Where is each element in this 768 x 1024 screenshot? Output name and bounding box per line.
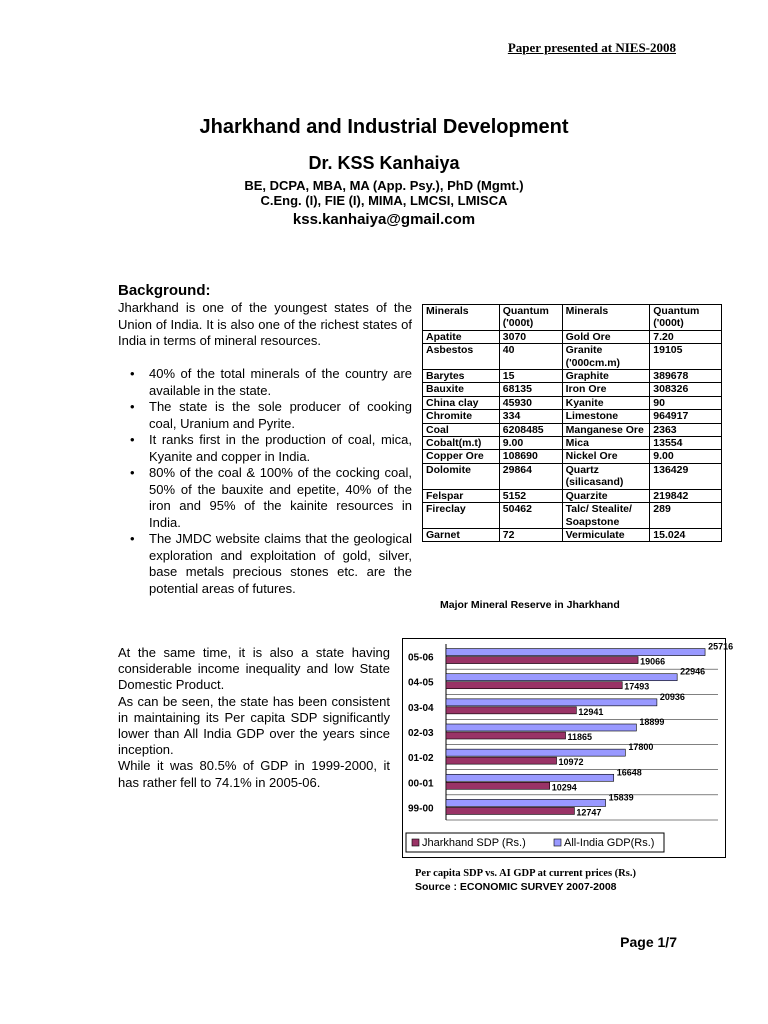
income-paragraph-1: At the same time, it is also a state having considerable income inequality and low State Domestic Product. — [118, 645, 390, 693]
legend-label-sdp: Jharkhand SDP (Rs.) — [422, 837, 526, 849]
table-cell: Quarzite — [562, 489, 650, 502]
table-cell: Bauxite — [423, 383, 500, 396]
author-name: Dr. KSS Kanhaiya — [308, 153, 460, 173]
bar-jharkhand-sdp — [446, 707, 576, 714]
bar-all-india-gdp — [446, 724, 636, 731]
table-cell: Quartz (silicasand) — [562, 463, 650, 489]
table-cell: 136429 — [650, 463, 722, 489]
table-cell: Iron Ore — [562, 383, 650, 396]
table-cell: 108690 — [499, 450, 562, 463]
table-cell: 72 — [499, 528, 562, 541]
table-cell: Coal — [423, 423, 500, 436]
chart-source: Source : ECONOMIC SURVEY 2007-2008 — [415, 881, 617, 893]
data-label-gdp: 16648 — [616, 767, 642, 778]
table-cell: 50462 — [499, 503, 562, 529]
data-label-gdp: 25716 — [708, 641, 734, 652]
y-tick-label: 01-02 — [408, 753, 434, 765]
table-cell: 9.00 — [499, 437, 562, 450]
table-cell: 6208485 — [499, 423, 562, 436]
table-cell: 389678 — [650, 370, 722, 383]
table-row — [423, 383, 722, 396]
chart-caption: Per capita SDP vs. AI GDP at current prices (Rs.) — [415, 868, 636, 879]
table-row — [423, 437, 722, 450]
bar-all-india-gdp — [446, 749, 625, 756]
paper-note: Paper presented at NIES-2008 — [507, 40, 676, 55]
legend-swatch-gdp — [554, 839, 561, 846]
table-cell: 15.024 — [650, 528, 722, 541]
table-cell: Nickel Ore — [562, 450, 650, 463]
bar-all-india-gdp — [446, 774, 614, 781]
author-email[interactable]: kss.kanhaiya@gmail.com — [292, 211, 476, 228]
data-label-gdp: 17800 — [628, 742, 654, 753]
table-row — [423, 410, 722, 423]
data-label-sdp: 12941 — [578, 706, 604, 717]
y-tick-label: 99-00 — [408, 803, 434, 815]
table-header-cell: Quantum ('000t) — [499, 305, 562, 331]
table-cell: Chromite — [423, 410, 500, 423]
table-cell: 19105 — [650, 344, 722, 370]
y-tick-label: 03-04 — [408, 702, 434, 714]
bullet-item: • The state is the sole producer of cooking coal, Uranium and Pyrite. — [118, 399, 412, 432]
table-row — [423, 489, 722, 502]
sdp-gdp-chart — [402, 638, 734, 863]
bar-all-india-gdp — [446, 799, 606, 806]
bullet-item: • It ranks first in the production of coal, mica, Kyanite and copper in India. — [118, 432, 412, 465]
table-row — [423, 528, 722, 541]
bar-all-india-gdp — [446, 649, 705, 656]
income-paragraph-2: As can be seen, the state has been consistent in maintaining its Per capita SDP significantly lower than All India GDP over the years since inception. — [118, 693, 390, 758]
table-cell: 2363 — [650, 423, 722, 436]
table-cell: Cobalt(m.t) — [423, 437, 500, 450]
table-cell: 13554 — [650, 437, 722, 450]
table-cell: 45930 — [499, 396, 562, 409]
data-label-gdp: 18899 — [639, 717, 665, 727]
data-label-sdp: 17493 — [624, 681, 650, 692]
table-cell: Copper Ore — [423, 450, 500, 463]
table-cell: Apatite — [423, 330, 500, 343]
income-paragraph-3: While it was 80.5% of GDP in 1999-2000, it has rather fell to 74.1% in 2005-06. — [118, 758, 390, 790]
author-credentials-2: C.Eng. (I), FIE (I), MIMA, LMCSI, LMISCA — [260, 193, 508, 208]
mineral-reserve-table — [422, 304, 722, 542]
legend-swatch-sdp — [412, 839, 419, 846]
income-text — [118, 645, 390, 791]
bar-jharkhand-sdp — [446, 782, 550, 789]
table-cell: China clay — [423, 396, 500, 409]
table-cell: Gold Ore — [562, 330, 650, 343]
page-number: Page 1/7 — [620, 934, 677, 950]
table-cell: 5152 — [499, 489, 562, 502]
y-tick-label: 04-05 — [408, 677, 434, 689]
table-cell: 29864 — [499, 463, 562, 489]
table-cell: 90 — [650, 396, 722, 409]
table-row — [423, 503, 722, 529]
data-label-sdp: 11865 — [567, 732, 593, 742]
table-cell: Kyanite — [562, 396, 650, 409]
bar-all-india-gdp — [446, 674, 677, 681]
background-heading: Background: — [118, 282, 211, 299]
data-label-gdp: 20936 — [659, 691, 685, 702]
table-header-cell: Quantum ('000t) — [650, 305, 722, 331]
table-row — [423, 330, 722, 343]
bullet-item: • 40% of the total minerals of the country are available in the state. — [118, 366, 412, 399]
table-cell: Dolomite — [423, 463, 500, 489]
table-caption: Major Mineral Reserve in Jharkhand — [440, 599, 620, 611]
chart-frame — [403, 639, 726, 858]
table-row — [423, 463, 722, 489]
chart-svg — [402, 638, 734, 858]
table-cell: Manganese Ore — [562, 423, 650, 436]
table-cell: 3070 — [499, 330, 562, 343]
bar-jharkhand-sdp — [446, 657, 638, 664]
table-cell: 40 — [499, 344, 562, 370]
table-row — [423, 450, 722, 463]
table-cell: 964917 — [650, 410, 722, 423]
table-cell: 9.00 — [650, 450, 722, 463]
bar-jharkhand-sdp — [446, 757, 557, 764]
table-row — [423, 396, 722, 409]
table-cell: Talc/ Stealite/ Soapstone — [562, 503, 650, 529]
table-body — [423, 330, 722, 542]
table-cell: 334 — [499, 410, 562, 423]
y-tick-label: 00-01 — [408, 778, 434, 790]
table-cell: Graphite — [562, 370, 650, 383]
table-header-cell: Minerals — [423, 305, 500, 331]
y-tick-label: 02-03 — [408, 728, 434, 739]
table-row — [423, 344, 722, 370]
bullet-item: • 80% of the coal & 100% of the cocking coal, 50% of the bauxite and epetite, 40% of the iron and 95% of the kainite resources in India. — [118, 465, 412, 531]
table-cell: Asbestos — [423, 344, 500, 370]
table-cell: Granite ('000cm.m) — [562, 344, 650, 370]
bar-jharkhand-sdp — [446, 732, 566, 739]
table-cell: Felspar — [423, 489, 500, 502]
data-label-gdp: 22946 — [680, 666, 706, 677]
table-cell: Garnet — [423, 528, 500, 541]
table-cell: 68135 — [499, 383, 562, 396]
table-cell: Vermiculate — [562, 528, 650, 541]
table-cell: 219842 — [650, 489, 722, 502]
table-header-cell: Minerals — [562, 305, 650, 331]
table-cell: 15 — [499, 370, 562, 383]
table-cell: 7.20 — [650, 330, 722, 343]
data-label-gdp: 15839 — [608, 792, 634, 803]
data-label-sdp: 12747 — [576, 807, 602, 818]
data-label-sdp: 10294 — [551, 782, 577, 793]
table-cell: 289 — [650, 503, 722, 529]
background-intro: Jharkhand is one of the youngest states of the Union of India. It is also one of the richest states of India in terms of mineral resources. — [118, 300, 412, 348]
table-header-row — [423, 305, 722, 331]
y-tick-label: 05-06 — [408, 652, 434, 664]
table-cell: Mica — [562, 437, 650, 450]
bullet-item: • The JMDC website claims that the geological exploration and exploitation of gold, silver, base metals precious stones etc. are the potential areas of futures. — [118, 531, 412, 597]
bar-all-india-gdp — [446, 699, 657, 706]
table-row — [423, 370, 722, 383]
table-cell: 308326 — [650, 383, 722, 396]
background-bullets — [118, 366, 412, 597]
bar-jharkhand-sdp — [446, 682, 622, 689]
table-cell: Limestone — [562, 410, 650, 423]
table-row — [423, 423, 722, 436]
legend-label-gdp: All-India GDP(Rs.) — [564, 837, 655, 849]
data-label-sdp: 19066 — [640, 656, 666, 667]
author-credentials-1: BE, DCPA, MBA, MA (App. Psy.), PhD (Mgmt.) — [244, 178, 524, 193]
data-label-sdp: 10972 — [558, 757, 584, 768]
page-title: Jharkhand and Industrial Development — [199, 116, 569, 138]
table-cell: Fireclay — [423, 503, 500, 529]
bar-jharkhand-sdp — [446, 807, 574, 814]
table-cell: Barytes — [423, 370, 500, 383]
